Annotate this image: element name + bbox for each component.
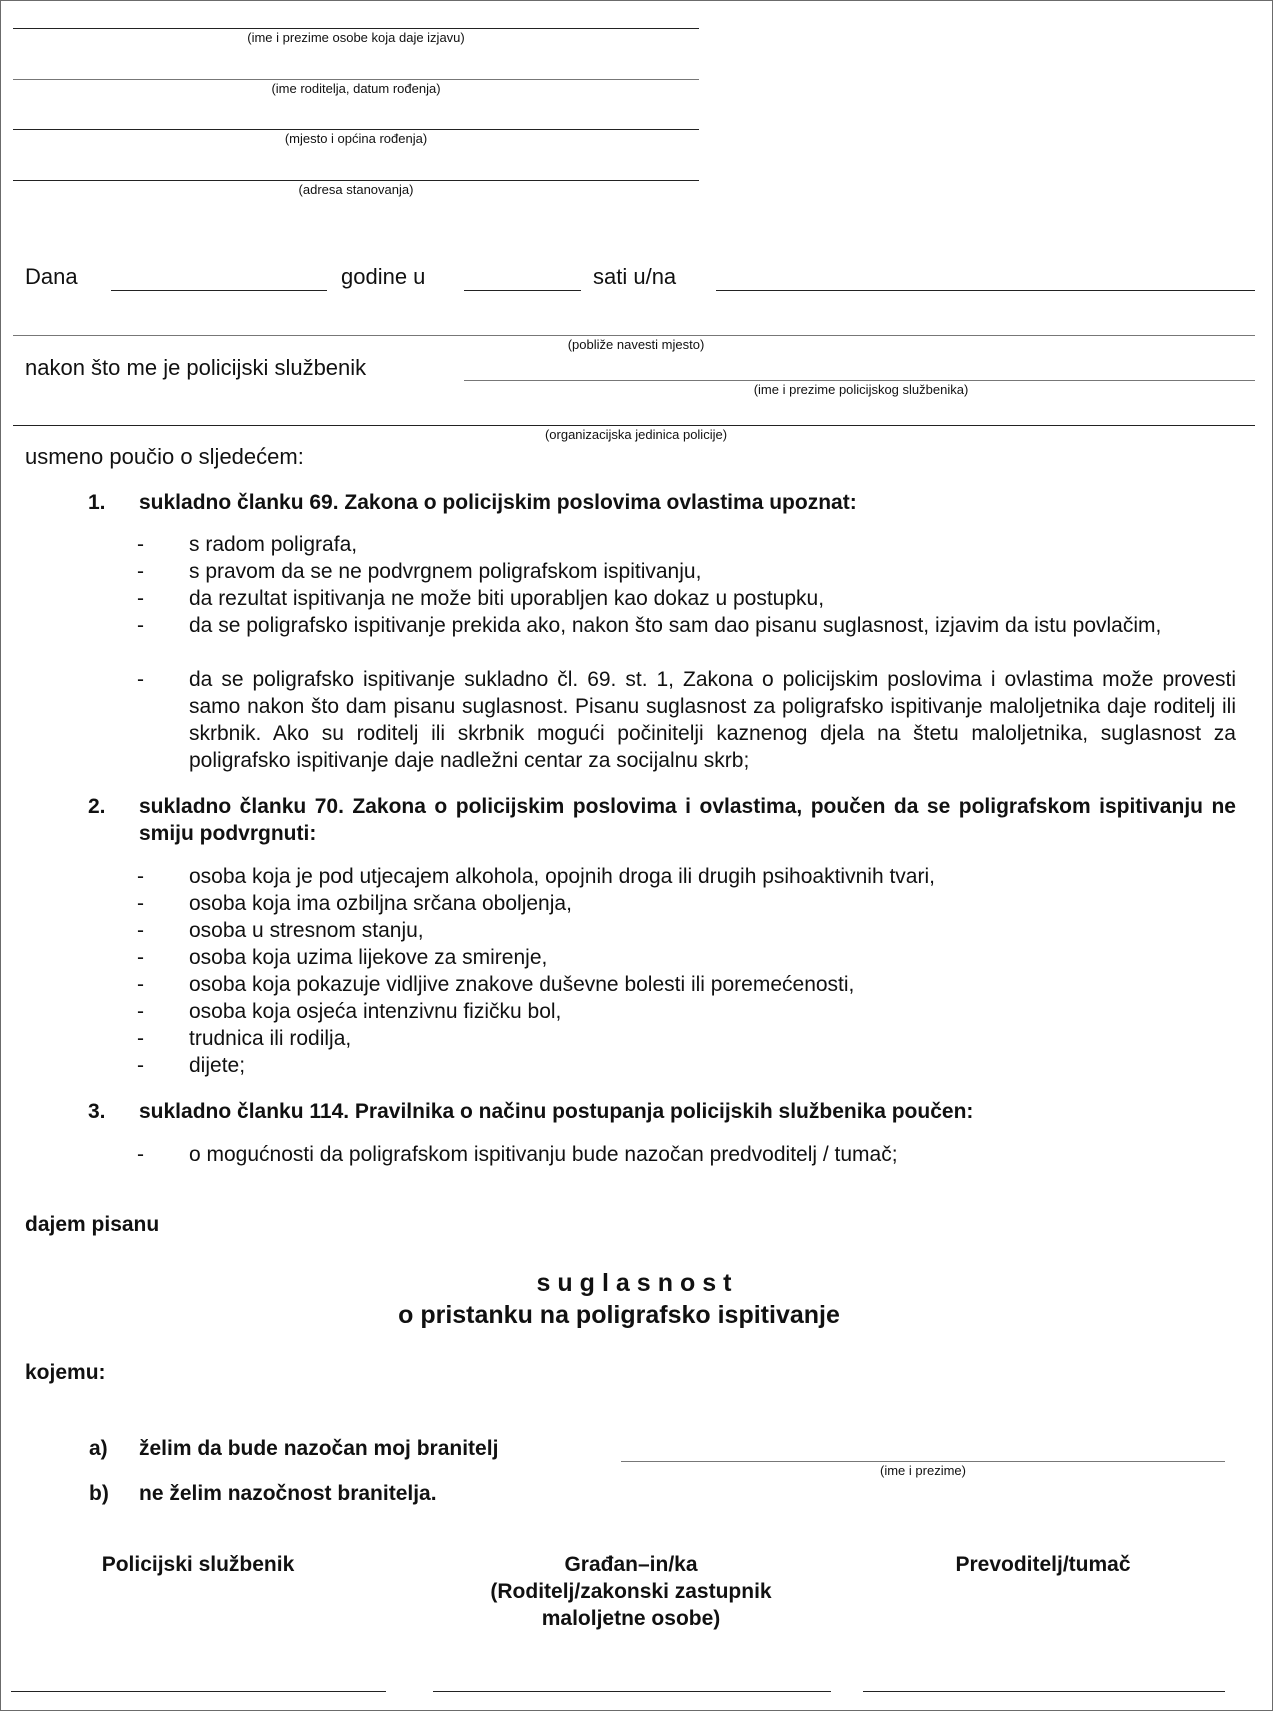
field-line-parent-dob[interactable]: [13, 79, 699, 80]
section-3-number: 3.: [88, 1100, 106, 1123]
section-1-item: da se poligrafsko ispitivanje prekida ako, nakon što sam dao pisanu suglasnost, izjavim da istu povlačim,: [189, 614, 1162, 637]
bullet: -: [137, 1000, 144, 1023]
label-sati: sati u/na: [593, 264, 677, 289]
bullet: -: [137, 614, 144, 637]
consent-subtitle: o pristanku na poligrafsko ispitivanje: [398, 1301, 840, 1329]
signature-citizen-subtitle-2: maloljetne osobe): [541, 1607, 721, 1630]
intro-text: usmeno poučio o sljedećem:: [25, 444, 304, 469]
option-b-letter[interactable]: b): [89, 1482, 109, 1505]
section-2-item: dijete;: [189, 1054, 246, 1077]
signature-citizen-subtitle-1: (Roditelj/zakonski zastupnik: [490, 1580, 772, 1603]
section-1-number: 1.: [88, 491, 106, 514]
signature-line-officer[interactable]: [11, 1691, 386, 1692]
field-line-full-name[interactable]: [13, 28, 699, 29]
caption-police-unit: (organizacijska jedinica policije): [544, 427, 728, 442]
signature-officer-title: Policijski službenik: [101, 1553, 295, 1576]
field-line-officer-name[interactable]: [464, 380, 1255, 381]
field-line-birthplace[interactable]: [13, 129, 699, 130]
field-line-defender-name[interactable]: [621, 1461, 1225, 1462]
section-1-item: s pravom da se ne podvrgnem poligrafskom ispitivanju,: [189, 560, 702, 583]
caption-defender-name: (ime i prezime): [880, 1463, 966, 1478]
section-2-item: osoba koja ima ozbiljna srčana oboljenja,: [189, 892, 572, 915]
caption-address: (adresa stanovanja): [298, 182, 414, 197]
bullet: -: [137, 892, 144, 915]
caption-parent-dob: (ime roditelja, datum rođenja): [271, 81, 441, 96]
section-1-heading: sukladno članku 69. Zakona o policijskim poslovima ovlastima upoznat:: [139, 491, 857, 514]
field-line-place[interactable]: [716, 290, 1255, 291]
section-2-item: osoba koja je pod utjecajem alkohola, opojnih droga ili drugih psihoaktivnih tvari,: [189, 865, 935, 888]
bullet: -: [137, 587, 144, 610]
section-1-item: da se poligrafsko ispitivanje sukladno čl. 69. st. 1, Zakona o policijskim poslovima i ovlastima može provesti samo nakon što dam pisanu suglasnost. Pisanu suglasnost za poligrafsko ispitivanje maloljetnika daje roditelj ili skrbnik. Ako su roditelj ili skrbnik mogući počinitelji kaznenog djela na štetu maloljetnika, suglasnost za poligrafsko ispitivanje daje nadležni centar za socijalnu skrb;: [189, 668, 1236, 772]
section-1-item: s radom poligrafa,: [189, 533, 358, 556]
section-1-item: da rezultat ispitivanja ne može biti uporabljen kao dokaz u postupku,: [189, 587, 825, 610]
consent-lead: dajem pisanu: [25, 1213, 160, 1236]
signature-citizen-title: Građan–in/ka: [564, 1553, 698, 1576]
bullet: -: [137, 668, 144, 691]
bullet: -: [137, 560, 144, 583]
signature-line-citizen[interactable]: [433, 1691, 831, 1692]
section-2-item: trudnica ili rodilja,: [189, 1027, 352, 1050]
signature-officer-label: [13, 1551, 383, 1578]
field-line-date[interactable]: [111, 290, 327, 291]
caption-birthplace: (mjesto i općina rođenja): [284, 131, 428, 146]
section-3-heading: sukladno članku 114. Pravilnika o načinu postupanja policijskih službenika poučen:: [139, 1100, 974, 1123]
label-godine: godine u: [341, 264, 426, 289]
bullet: -: [137, 919, 144, 942]
caption-full-name: (ime i prezime osobe koja daje izjavu): [247, 30, 465, 45]
section-2-item: osoba koja pokazuje vidljive znakove duševne bolesti ili poremećenosti,: [189, 973, 855, 996]
label-dana: Dana: [25, 264, 78, 289]
option-a-text[interactable]: želim da bude nazočan moj branitelj: [139, 1437, 499, 1460]
section-2-number: 2.: [88, 795, 106, 818]
field-line-place-detail[interactable]: [13, 335, 1255, 336]
caption-place: (pobliže navesti mjesto): [567, 337, 705, 352]
field-line-time[interactable]: [464, 290, 581, 291]
bullet: -: [137, 946, 144, 969]
field-line-address[interactable]: [13, 180, 699, 181]
signature-line-translator[interactable]: [863, 1691, 1225, 1692]
bullet: -: [137, 973, 144, 996]
bullet: -: [137, 533, 144, 556]
section-2-heading: sukladno članku 70. Zakona o policijskim poslovima i ovlastima, poučen da se poligrafskom ispitivanju ne smiju podvrgnuti:: [139, 795, 1236, 845]
caption-officer-name: (ime i prezime policijskog službenika): [753, 382, 969, 397]
section-2-item: osoba koja uzima lijekove za smirenje,: [189, 946, 548, 969]
section-2-item: osoba u stresnom stanju,: [189, 919, 424, 942]
bullet: -: [137, 1054, 144, 1077]
label-officer: nakon što me je policijski službenik: [25, 355, 367, 380]
signature-translator-label: [861, 1551, 1225, 1578]
field-line-police-unit[interactable]: [13, 425, 1255, 426]
signature-translator-title: Prevoditelj/tumač: [955, 1553, 1131, 1576]
option-a-letter[interactable]: a): [89, 1437, 108, 1460]
option-b-text[interactable]: ne želim nazočnost branitelja.: [139, 1482, 437, 1505]
kojemu-label: kojemu:: [25, 1361, 106, 1384]
consent-title: suglasnost: [536, 1269, 739, 1297]
section-2-item: osoba koja osjeća intenzivnu fizičku bol,: [189, 1000, 562, 1023]
bullet: -: [137, 865, 144, 888]
signature-citizen-label: [431, 1551, 831, 1632]
bullet: -: [137, 1143, 144, 1166]
section-3-item: o mogućnosti da poligrafskom ispitivanju bude nazočan predvoditelj / tumač;: [189, 1143, 898, 1166]
bullet: -: [137, 1027, 144, 1050]
